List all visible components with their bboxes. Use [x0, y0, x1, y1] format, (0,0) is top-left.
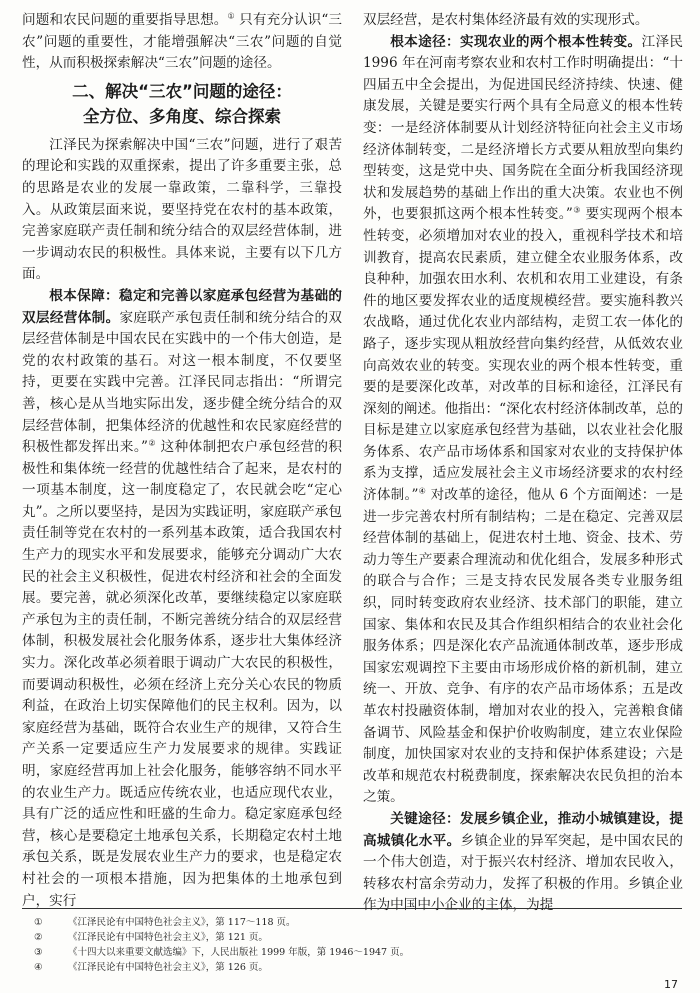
section-heading: 二、解决“三农”问题的途径： 全方位、多角度、综合探索: [72, 81, 292, 126]
footnote: ④ 《江泽民论有中国特色社会主义》，第 126 页。: [34, 962, 268, 973]
paragraph: 关键途径：发展乡镇企业，推动小城镇建设，提高城镇化水平。乡镇企业的异军突起，是中国农民的一个伟大创造，对于振兴农村经济、增加农民收入，转移农村富余劳动力，发挥了积极的作用。乡镇企业作为中国中小企业的主体，为提: [363, 810, 684, 914]
paragraph: 双层经营，是农村集体经济最有效的实现形式。: [363, 12, 649, 28]
page-number: 17: [664, 978, 678, 991]
footnotes: [22, 908, 682, 975]
footnote: ① 《江泽民论有中国特色社会主义》，第 117～118 页。: [34, 917, 296, 928]
paragraph: 问题和农民问题的重要指导思想。① 只有充分认识“三农”问题的重要性，才能增强解决“三农”问题的自觉性，从而积极探索解决“三农”问题的途径。: [22, 11, 343, 72]
footnote: ② 《江泽民论有中国特色社会主义》，第 121 页。: [34, 932, 268, 943]
right-column: [363, 10, 683, 917]
paragraph: 根本途径：实现农业的两个根本性转变。江泽民 1996 年在河南考察农业和农村工作时明确提出：“十四届五中全会提出，为促进国民经济持续、快速、健康发展，关键是要实行两个具有全局意义的根本性转变：一是经济体制要从计划经济特征向社会主义市场经济体制转变，二是经济增长方式要从粗放型向集约型转变，这是党中央、国务院在全面分析我国经济现状和发展趋势的基础上作出的重大决策。农业也不例外，也要狠抓这两个根本性转变。”③ 要实现两个根本性转变，必须增加对农业的投入，重视科学技术和培训教育，提高农民素质，建立健全农业服务体系，改良种种，加强农田水利、农机和农用工业建设，有条件的地区要发挥农业的适度规模经营。要实施科教兴农战略，通过优化农业内部结构，走贸工农一体化的路子，逐步实现从粗放经营向集约经营，从低效农业向高效农业的转变。实现农业的两个根本性转变，重要的是要深化改革，对改革的目标和途径，江泽民有深刻的阐述。他指出：“深化农村经济体制改革，总的目标是建立以家庭承包经营为基础，以农业社会化服务体系、农产品市场体系和国家对农业的支持保护体系为支撑，适应发展社会主义市场经济要求的农村经济体制。”④ 对改革的途径，他从 6 个方面阐述：一是进一步完善农村所有制结构；二是在稳定、完善双层经营体制的基础上，促进农村土地、资金、技术、劳动力等生产要素合理流动和优化组合，发展多种形式的联合与合作；三是支持农民发展各类专业服务组织，同时转变政府农业经济、技术部门的职能，建立国家、集体和农民及其合作组织相结合的农业社会化服务体系；四是深化农产品流通体制改革，逐步形成国家宏观调控下主要由市场形成价格的新机制，建立统一、开放、竞争、有序的农产品市场体系；五是改革农村投融资体制，增加对农业的投入，完善粮食储备调节、风险基金和保护价收购制度，建立农业保险制度，加快国家对农业的支持和保护体系建设；六是改革和规范农村税费制度，探索解决农民负担的治本之策。: [363, 33, 683, 806]
paragraph: 江泽民为探索解决中国“三农”问题，进行了艰苦的理论和实践的双重探索，提出了许多重要主张，总的思路是农业的发展一靠政策，二靠科学，三靠投入。从政策层面来说，要坚持党在农村的基本政策，完善家庭联产责任制和统分结合的双层经营体制，进一步调动农民的积极性。具体来说，主要有以下几方面。: [22, 136, 342, 283]
left-column: [22, 10, 342, 912]
footnote: ③ 《十四大以来重要文献选编》下，人民出版社 1999 年版，第 1946～1947 页。: [34, 947, 410, 958]
paragraph: 根本保障：稳定和完善以家庭承包经营为基础的双层经营体制。家庭联产承包责任制和统分结合的双层经营体制是中国农民在实践中的一个伟大创造，是党的农村政策的基石。对这一根本制度，不仅要坚持，更要在实践中完善。江泽民同志指出：“所谓完善，核心是从当地实际出发，逐步健全统分结合的双层经营体制，把集体经济的优越性和农民家庭经营的积极性都发挥出来。”② 这种体制把农户承包经营的积极性和集体统一经营的优越性结合了起来，是农村的一项基本制度，这一制度稳定了，农民就会吃“定心丸”。之所以要坚持，是因为实践证明，家庭联产承包责任制等党在农村的一系列基本政策，适合我国农村生产力的现实水平和发展要求，能够充分调动广大农民的社会主义积极性，促进农村经济和社会的全面发展。要完善，就必须深化改革，要继续稳定以家庭联产承包为主的责任制，不断完善统分结合的双层经营体制，积极发展社会化服务体系，逐步壮大集体经济实力。深化改革必须着眼于调动广大农民的积极性，而要调动积极性，必须在经济上充分关心农民的物质利益，在政治上切实保障他们的民主权利。因为，以家庭经营为基础，既符合农业生产的规律，又符合生产关系一定要适应生产力发展要求的规律。实践证明，家庭经营再加上社会化服务，能够容纳不同水平的农业生产力。既适应传统农业，也适应现代农业，具有广泛的适应性和旺盛的生命力。稳定家庭承包经营，核心是要稳定土地承包关系，长期稳定农村土地承包关系，既是发展农业生产力的要求，也是稳定农村社会的一项根本措施，因为把集体的土地承包到户，实行: [22, 287, 343, 909]
